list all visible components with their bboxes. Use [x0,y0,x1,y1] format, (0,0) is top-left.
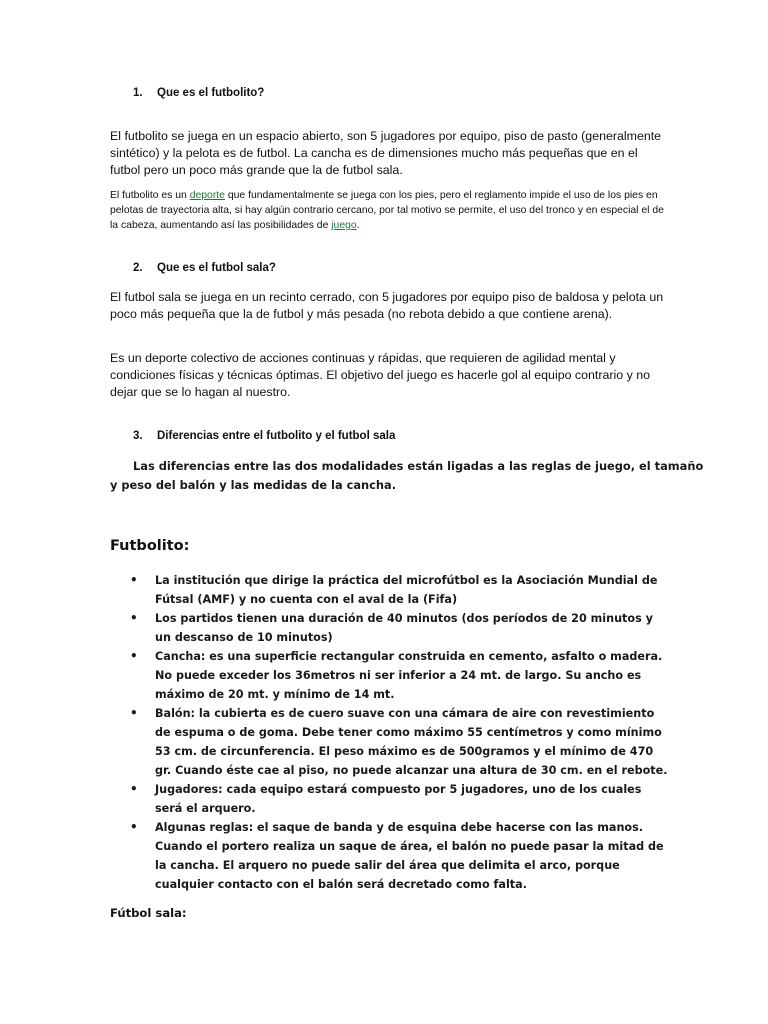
quote-text-before: El futbolito es un [110,190,190,201]
list-item [130,704,670,780]
section-3-line-1: Las diferencias entre las dos modalidades están ligadas a las reglas de juego, el tamaño [133,459,704,473]
list-item [130,780,670,818]
bullet-icon: • [130,782,138,796]
list-item-text: Balón: la cubierta es de cuero suave con una cámara de aire con revestimiento de espuma o de goma. Debe tener como máximo 55 centímetros y como mínimo 53 cm. de circunferencia. El peso máximo es de 500gramos y el mínimo de 470 gr. Cuando éste cae al piso, no puede alcanzar una altura de 30 cm. en el rebote. [155,707,668,777]
section-1-heading: Que es el futbolito? [157,87,265,99]
bullet-icon: • [130,611,138,625]
list-item-text: Algunas reglas: el saque de banda y de esquina debe hacerse con las manos. Cuando el portero realiza un saque de área, el balón no puede pasar la mitad de la cancha. El arquero no puede salir del área que delimita el arco, porque cualquier contacto con el balón será decretado como falta. [155,821,664,891]
section-2-paragraph-1: El futbol sala se juega en un recinto cerrado, con 5 jugadores por equipo piso de baldosa y pelota un poco más pequeña que la de futbol y más pesada (no rebota debido a que contiene arena). [110,290,664,321]
list-item [130,571,670,609]
futbol-sala-title: Fútbol sala: [110,906,187,920]
section-3-heading: Diferencias entre el futbolito y el futbol sala [157,430,396,442]
section-3-line-2: y peso del balón y las medidas de la cancha. [110,478,397,492]
bullet-icon: • [130,573,138,587]
list-item [130,647,670,704]
list-item [130,609,670,647]
futbolito-title: Futbolito: [110,538,190,554]
section-1-quote [110,188,670,233]
section-2-paragraph-2: Es un deporte colectivo de acciones continuas y rápidas, que requieren de agilidad mental y condiciones físicas y técnicas óptimas. El objetivo del juego es hacerle gol al equipo contrario y no dejar que se lo hagan al nuestro. [110,351,650,399]
list-item-text: Los partidos tienen una duración de 40 minutos (dos períodos de 20 minutos y un descanso de 10 minutos) [155,612,653,644]
quote-text-middle: que fundamentalmente se juega con los pies, pero el reglamento impide el uso de los pies en pelotas de trayectoria alta, si hay algún contrario cercano, por tal motivo se permite, el uso del tronco y en especial el de la cabeza, aumentando así las posibilidades de [110,190,664,231]
deporte-link[interactable]: deporte [189,190,225,201]
list-item [130,818,670,894]
list-item-text: La institución que dirige la práctica del microfútbol es la Asociación Mundial de Fútsal (AMF) y no cuenta con el aval de la (Fifa) [155,574,658,606]
list-item-text: Cancha: es una superficie rectangular construida en cemento, asfalto o madera. No puede exceder los 36metros ni ser inferior a 24 mt. de largo. Su ancho es máximo de 20 mt. y mínimo de 14 mt. [155,650,663,701]
bullet-icon: • [130,649,138,663]
bullet-icon: • [130,706,138,720]
juego-link[interactable]: juego [331,220,357,231]
section-1-number: 1. [133,87,143,99]
futbolito-list [130,571,670,894]
section-3-number: 3. [133,430,143,442]
section-1-paragraph: El futbolito se juega en un espacio abierto, son 5 jugadores por equipo, piso de pasto (generalmente sintético) y la pelota es de futbol. La cancha es de dimensiones mucho más pequeñas que en el futbol pero un poco más grande que la de futbol sala. [110,129,662,177]
section-2-number: 2. [133,262,143,274]
quote-text-after: . [356,220,360,231]
list-item-text: Jugadores: cada equipo estará compuesto por 5 jugadores, uno de los cuales será el arquero. [155,783,642,815]
section-2-heading: Que es el futbol sala? [157,262,276,274]
bullet-icon: • [130,820,138,834]
